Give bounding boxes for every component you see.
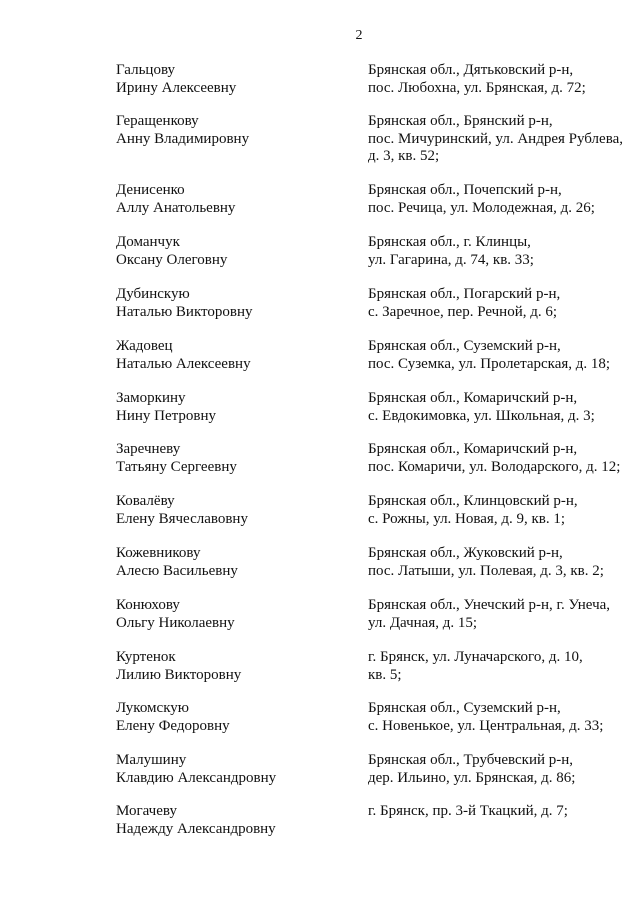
given-names: Аллу Анатольевну: [116, 199, 236, 216]
address-line: с. Рожны, ул. Новая, д. 9, кв. 1;: [368, 510, 565, 527]
address: [368, 597, 630, 632]
address-line: Брянская обл., Комаричский р-н,: [368, 441, 578, 457]
address: [368, 286, 630, 321]
given-names: Нину Петровну: [116, 407, 216, 424]
person-name: [116, 113, 356, 148]
person-name: [116, 62, 356, 97]
address-line: Брянская обл., Комаричский р-н,: [368, 390, 578, 406]
address-line: с. Новенькое, ул. Центральная, д. 33;: [368, 717, 604, 734]
address: [368, 182, 630, 217]
person-name: [116, 803, 356, 838]
address: [368, 493, 630, 528]
surname: Заречневу: [116, 441, 181, 457]
surname: Ковалёву: [116, 493, 175, 509]
address: [368, 803, 630, 821]
address-line: г. Брянск, пр. 3-й Ткацкий, д. 7;: [368, 803, 568, 819]
person-name: [116, 441, 356, 476]
address-line: д. 3, кв. 52;: [368, 148, 440, 164]
address-line: ул. Дачная, д. 15;: [368, 614, 478, 631]
person-name: [116, 493, 356, 528]
given-names: Татьяну Сергеевну: [116, 458, 237, 475]
given-names: Наталью Алексеевну: [116, 355, 251, 372]
address-line: с. Заречное, пер. Речной, д. 6;: [368, 303, 558, 320]
surname: Геращенкову: [116, 113, 199, 129]
address-line: г. Брянск, ул. Луначарского, д. 10,: [368, 649, 583, 665]
person-name: [116, 286, 356, 321]
given-names: Наталью Викторовну: [116, 303, 253, 320]
surname: Заморкину: [116, 390, 186, 406]
surname: Конюхову: [116, 597, 180, 613]
address-line: Брянская обл., Брянский р-н,: [368, 113, 553, 129]
address-line: Брянская обл., Унечский р-н, г. Унеча,: [368, 597, 611, 613]
address: [368, 234, 630, 269]
address-line: пос. Мичуринский, ул. Андрея Рублева,: [368, 130, 623, 147]
surname: Малушину: [116, 752, 187, 768]
address-line: Брянская обл., Трубчевский р-н,: [368, 752, 574, 768]
address-line: Брянская обл., Погарский р-н,: [368, 286, 561, 302]
surname: Жадовец: [116, 338, 173, 354]
address: [368, 441, 630, 476]
person-name: [116, 182, 356, 217]
address: [368, 390, 630, 425]
given-names: Елену Федоровну: [116, 717, 230, 734]
given-names: Анну Владимировну: [116, 130, 250, 147]
address: [368, 649, 630, 684]
person-name: [116, 752, 356, 787]
address: [368, 62, 630, 97]
given-names: Клавдию Александровну: [116, 769, 277, 786]
address-line: Брянская обл., Жуковский р-н,: [368, 545, 563, 561]
surname: Гальцову: [116, 62, 176, 78]
address: [368, 545, 630, 580]
given-names: Ирину Алексеевну: [116, 79, 237, 96]
address: [368, 700, 630, 735]
address: [368, 338, 630, 373]
person-name: [116, 700, 356, 735]
surname: Могачеву: [116, 803, 177, 819]
person-name: [116, 234, 356, 269]
address-line: пос. Латыши, ул. Полевая, д. 3, кв. 2;: [368, 562, 604, 579]
given-names: Алесю Васильевну: [116, 562, 238, 579]
address-line: с. Евдокимовка, ул. Школьная, д. 3;: [368, 407, 595, 424]
person-name: [116, 390, 356, 425]
address-line: кв. 5;: [368, 666, 402, 683]
address-line: Брянская обл., Дятьковский р-н,: [368, 62, 574, 78]
address-line: Брянская обл., Суземский р-н,: [368, 338, 561, 354]
person-name: [116, 545, 356, 580]
address-line: ул. Гагарина, д. 74, кв. 33;: [368, 251, 534, 268]
surname: Лукомскую: [116, 700, 189, 716]
page-number: 2: [355, 28, 363, 43]
given-names: Оксану Олеговну: [116, 251, 228, 268]
person-name: [116, 649, 356, 684]
address-line: Брянская обл., Суземский р-н,: [368, 700, 561, 716]
surname: Денисенко: [116, 182, 185, 198]
surname: Доманчук: [116, 234, 180, 250]
surname: Кожевникову: [116, 545, 201, 561]
person-name: [116, 338, 356, 373]
address: [368, 113, 630, 166]
address-line: пос. Любохна, ул. Брянская, д. 72;: [368, 79, 586, 96]
address-line: Брянская обл., Клинцовский р-н,: [368, 493, 578, 509]
address-line: пос. Суземка, ул. Пролетарская, д. 18;: [368, 355, 611, 372]
address: [368, 752, 630, 787]
given-names: Елену Вячеславовну: [116, 510, 248, 527]
given-names: Надежду Александровну: [116, 820, 276, 837]
address-line: пос. Комаричи, ул. Володарского, д. 12;: [368, 458, 621, 475]
given-names: Лилию Викторовну: [116, 666, 242, 683]
address-line: пос. Речица, ул. Молодежная, д. 26;: [368, 199, 595, 216]
person-name: [116, 597, 356, 632]
given-names: Ольгу Николаевну: [116, 614, 235, 631]
address-line: дер. Ильино, ул. Брянская, д. 86;: [368, 769, 576, 786]
surname: Куртенок: [116, 649, 176, 665]
address-line: Брянская обл., г. Клинцы,: [368, 234, 531, 250]
surname: Дубинскую: [116, 286, 190, 302]
address-line: Брянская обл., Почепский р-н,: [368, 182, 562, 198]
